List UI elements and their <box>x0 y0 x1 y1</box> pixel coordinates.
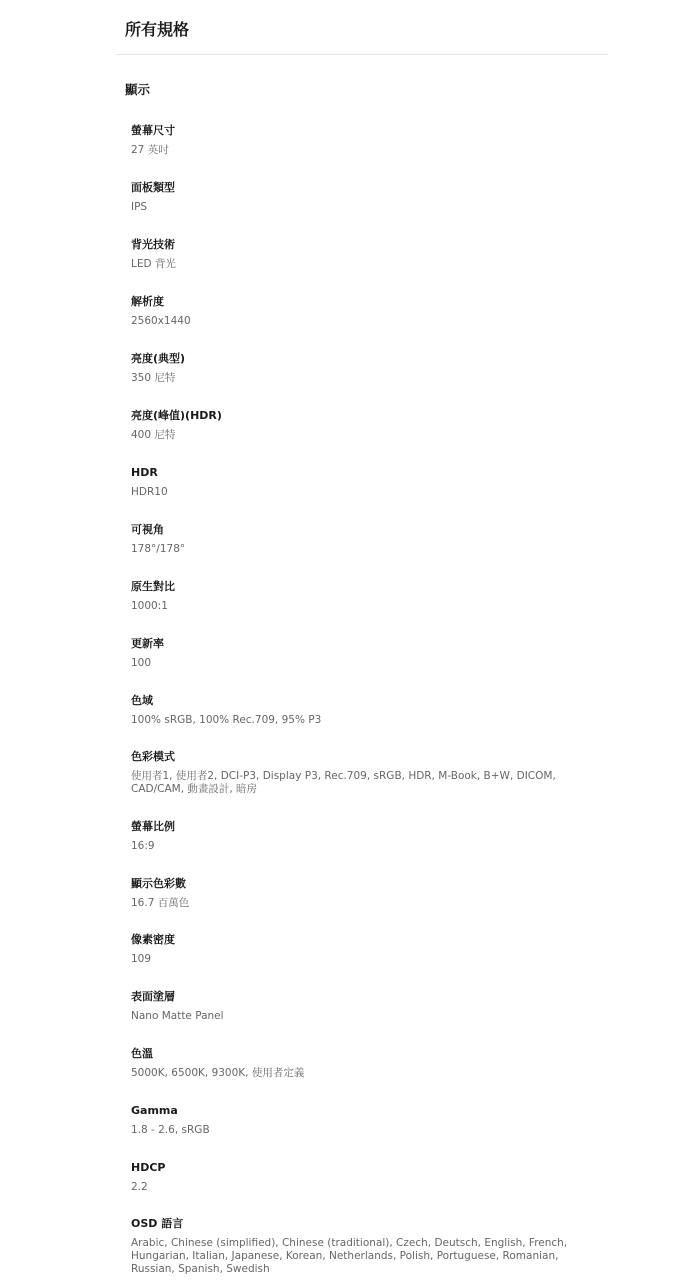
spec-item-hdcp <box>131 1160 601 1194</box>
page-header <box>116 0 608 55</box>
spec-value: 350 尼特 <box>131 372 176 384</box>
spec-value: HDR10 <box>131 486 168 498</box>
spec-label: 顯示色彩數 <box>131 877 186 890</box>
spec-label: 亮度(峰值)(HDR) <box>131 409 222 422</box>
spec-label: 可視角 <box>131 523 164 536</box>
spec-label: 像素密度 <box>131 933 175 946</box>
spec-label: 螢幕比例 <box>131 820 175 833</box>
spec-value: Arabic, Chinese (simplified), Chinese (traditional), Czech, Deutsch, English, French, Hungarian, Italian, Japanese, Korean, Netherlands, Polish, Portuguese, Romanian, Russian, Spanish, Swedish <box>131 1237 568 1275</box>
spec-value: 100% sRGB, 100% Rec.709, 95% P3 <box>131 714 322 726</box>
spec-value: IPS <box>131 201 148 213</box>
spec-value: 5000K, 6500K, 9300K, 使用者定義 <box>131 1067 305 1079</box>
spec-label: 更新率 <box>131 637 164 650</box>
spec-label: 螢幕尺寸 <box>131 124 175 137</box>
spec-item-hdr <box>131 465 601 499</box>
spec-item-panel-type <box>131 180 601 214</box>
spec-value: 2.2 <box>131 1181 148 1193</box>
page-title: 所有規格 <box>125 20 190 39</box>
spec-value: 109 <box>131 953 152 965</box>
section-title-display: 顯示 <box>125 82 151 97</box>
spec-item-backlight <box>131 237 601 271</box>
spec-label: HDCP <box>131 1161 166 1174</box>
spec-label: OSD 語言 <box>131 1217 184 1230</box>
spec-item-color-gamut <box>131 693 601 727</box>
spec-item-pixel-density <box>131 932 601 966</box>
spec-label: 色域 <box>131 694 153 707</box>
spec-label: 解析度 <box>131 295 164 308</box>
spec-item-brightness-peak-hdr <box>131 408 601 442</box>
spec-value: Nano Matte Panel <box>131 1010 224 1022</box>
spec-label: HDR <box>131 466 158 479</box>
spec-value: 1.8 - 2.6, sRGB <box>131 1124 210 1136</box>
spec-item-color-temperature <box>131 1046 601 1080</box>
spec-item-display-colors <box>131 876 601 910</box>
spec-item-viewing-angle <box>131 522 601 556</box>
spec-label: 背光技術 <box>131 238 175 251</box>
spec-item-aspect-ratio <box>131 819 601 853</box>
spec-value: 27 英吋 <box>131 144 169 156</box>
spec-value: 使用者1, 使用者2, DCI-P3, Display P3, Rec.709, sRGB, HDR, M-Book, B+W, DICOM, CAD/CAM, 動畫設計, 暗房 <box>131 770 556 795</box>
spec-label: Gamma <box>131 1104 178 1117</box>
spec-label: 面板類型 <box>131 181 175 194</box>
spec-label: 色溫 <box>131 1047 153 1060</box>
spec-value: 100 <box>131 657 152 669</box>
spec-item-surface-coating <box>131 989 601 1023</box>
spec-item-brightness-typical <box>131 351 601 385</box>
spec-value: 178°/178° <box>131 543 186 555</box>
spec-value: 16:9 <box>131 840 155 852</box>
spec-item-osd-language <box>131 1216 593 1276</box>
spec-value: 2560x1440 <box>131 315 191 327</box>
spec-item-resolution <box>131 294 601 328</box>
spec-label: 色彩模式 <box>131 750 175 763</box>
spec-value: 16.7 百萬色 <box>131 897 190 909</box>
spec-label: 亮度(典型) <box>131 352 186 365</box>
spec-label: 表面塗層 <box>131 990 175 1003</box>
spec-item-native-contrast <box>131 579 601 613</box>
spec-item-color-modes <box>131 749 571 796</box>
spec-item-refresh-rate <box>131 636 601 670</box>
spec-item-screen-size <box>131 123 601 157</box>
spec-value: 1000:1 <box>131 600 168 612</box>
spec-value: LED 背光 <box>131 258 176 270</box>
spec-item-gamma <box>131 1103 601 1137</box>
spec-label: 原生對比 <box>131 580 175 593</box>
spec-value: 400 尼特 <box>131 429 176 441</box>
